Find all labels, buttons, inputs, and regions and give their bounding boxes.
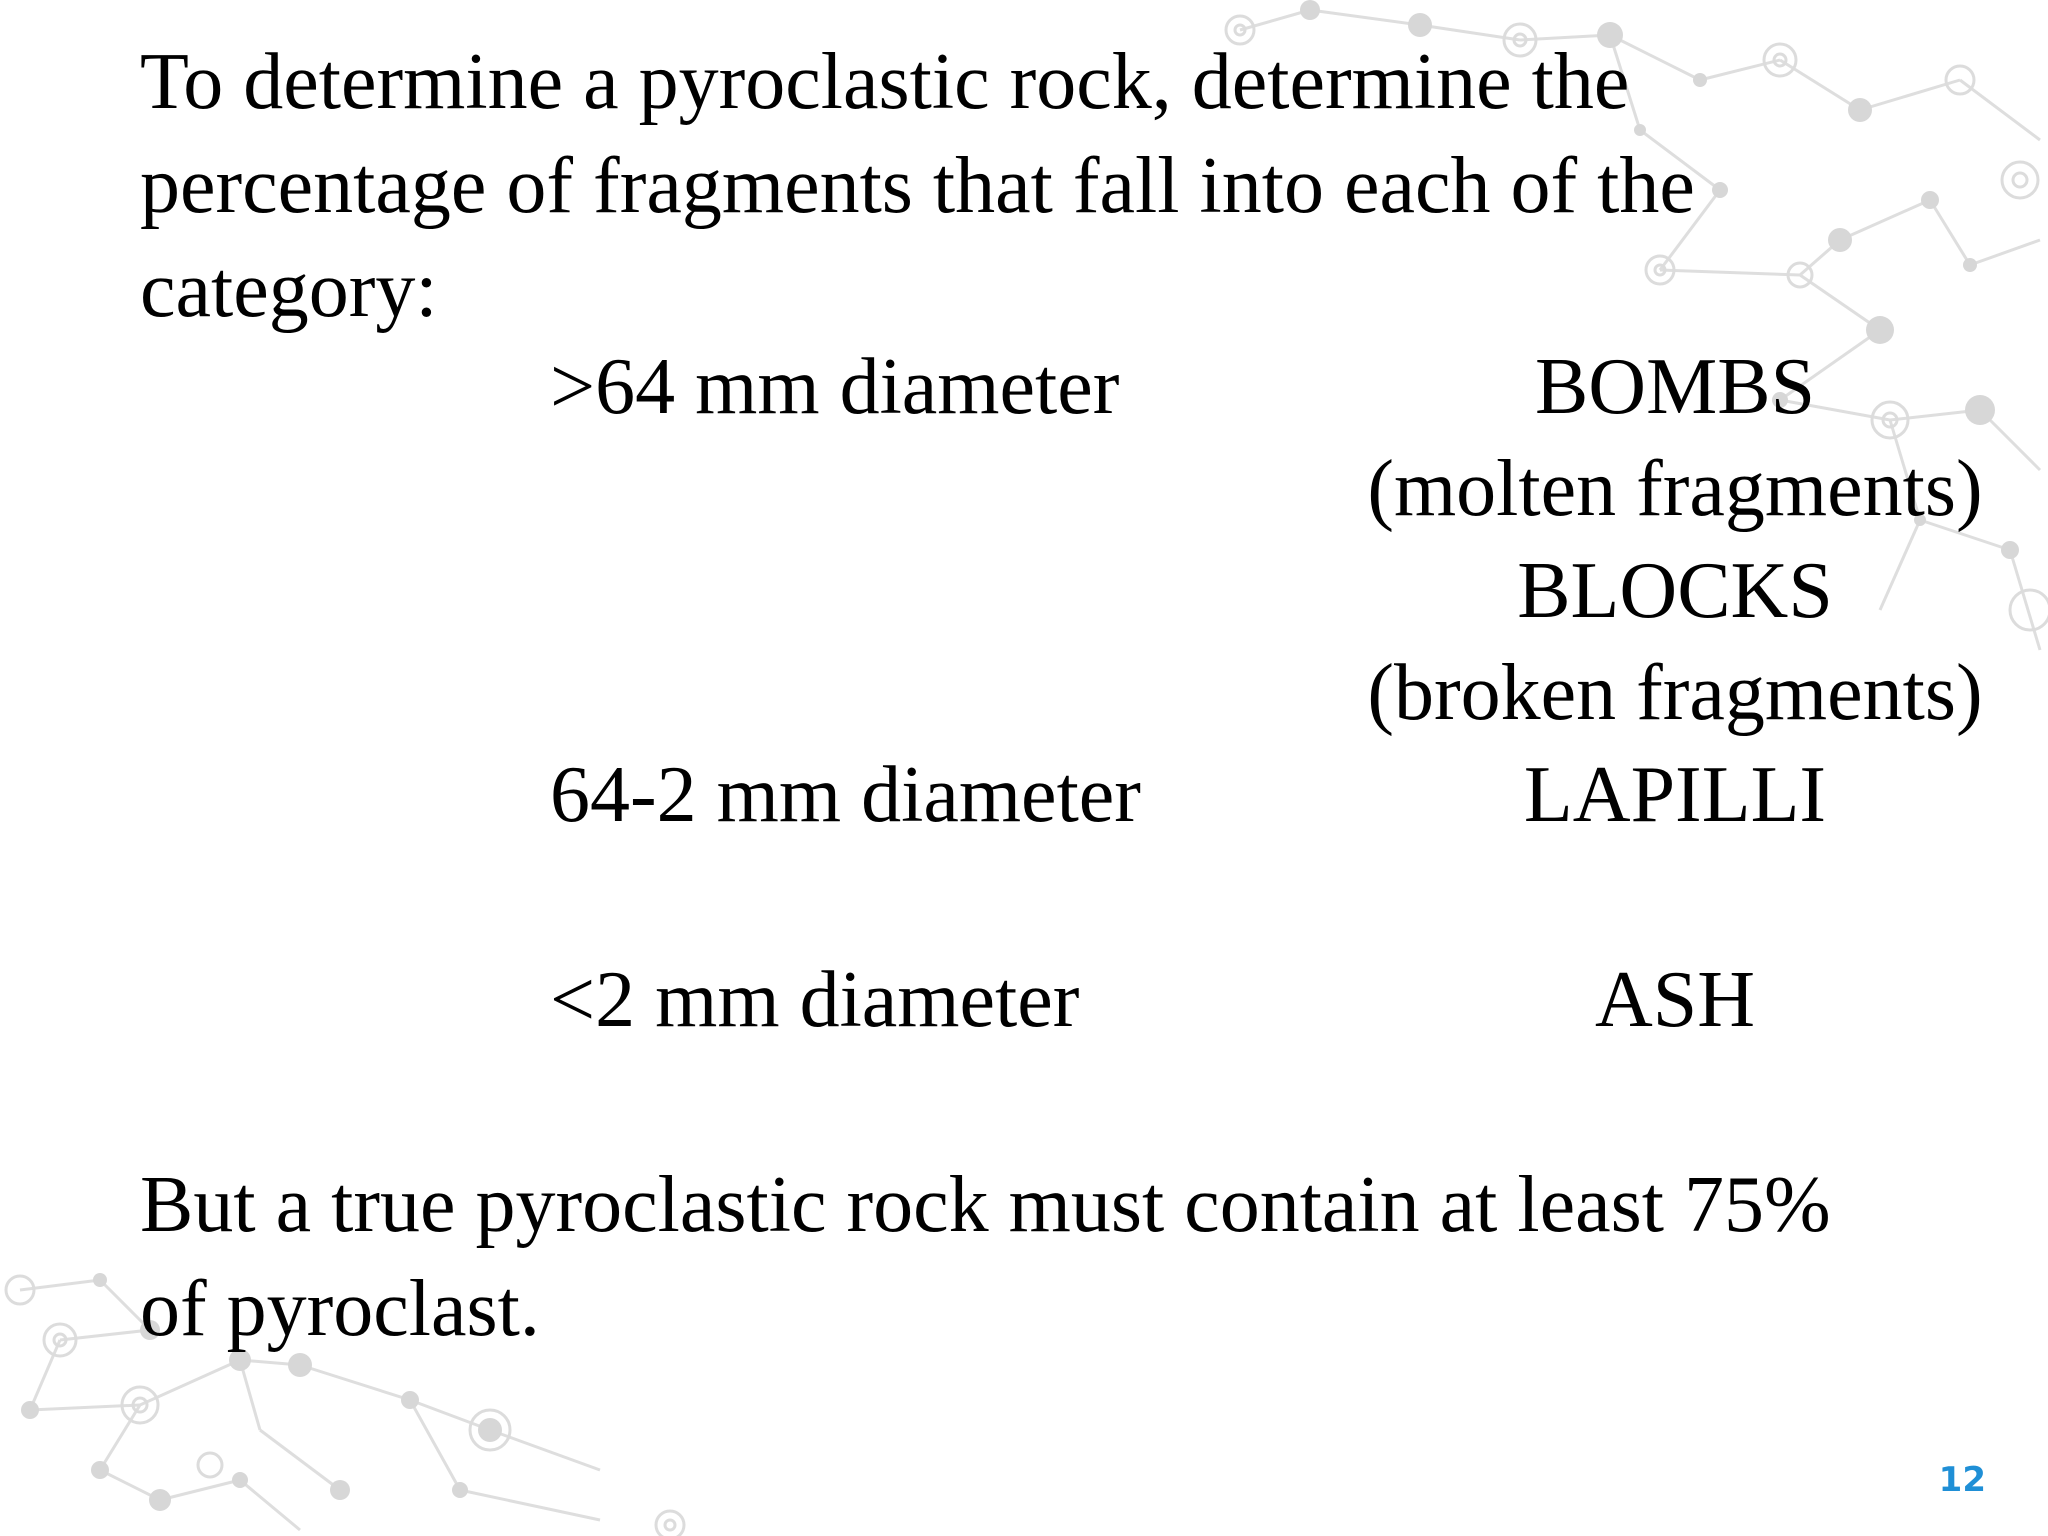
category-type-broken-note: (broken fragments) (1367, 649, 1983, 737)
intro-paragraph (140, 30, 1990, 342)
intro-line: To determine a pyroclastic rock, determine the (140, 38, 1630, 126)
category-size-lapilli: 64-2 mm diameter (550, 751, 1141, 839)
page-number: 12 (1938, 1460, 1986, 1500)
conclusion-paragraph (140, 1153, 1990, 1361)
category-size-ash: <2 mm diameter (550, 956, 1080, 1044)
category-type-molten-note: (molten fragments) (1367, 445, 1983, 533)
category-type-blocks: BLOCKS (1517, 547, 1833, 635)
category-type-bombs: BOMBS (1534, 343, 1816, 431)
category-size-bombs: >64 mm diameter (550, 343, 1120, 431)
conclusion-line: But a true pyroclastic rock must contain at least 75% (140, 1161, 1831, 1249)
category-type-lapilli: LAPILLI (1523, 751, 1827, 839)
conclusion-line: of pyroclast. (140, 1265, 540, 1353)
intro-line: percentage of fragments that fall into each of the (140, 142, 1695, 230)
category-type-ash: ASH (1594, 956, 1756, 1044)
intro-line: category: (140, 246, 438, 334)
